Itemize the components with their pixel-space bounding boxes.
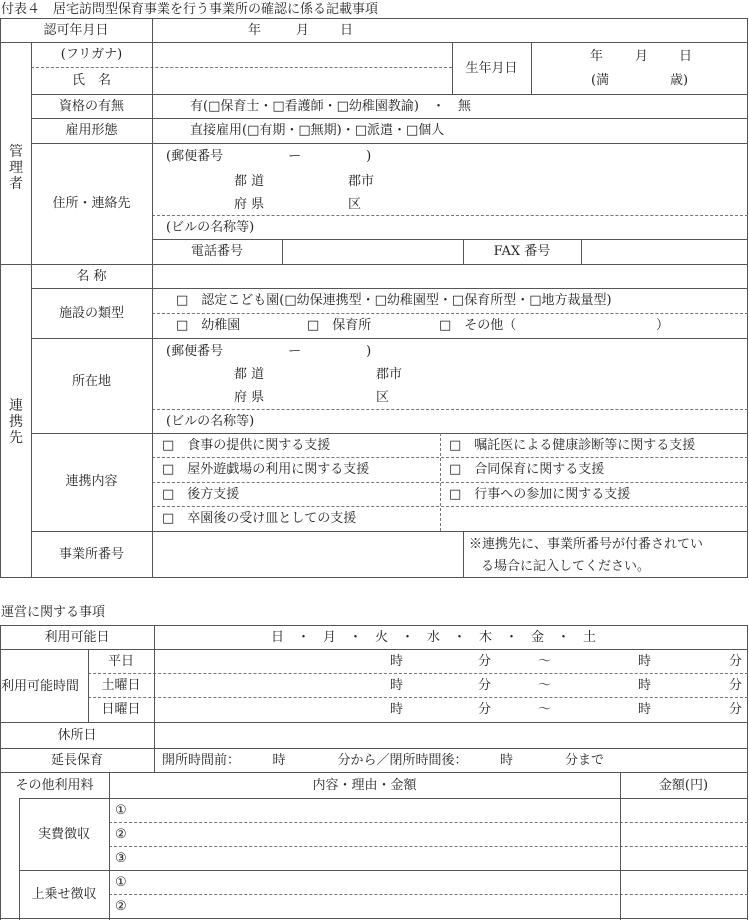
surcharge-label: 上乗せ徴収 — [31, 887, 97, 902]
closed-days-label: 休所日 — [57, 728, 97, 743]
actual-cost-content-field[interactable] — [132, 824, 618, 845]
rule — [282, 239, 283, 264]
extended-care-times[interactable]: 開所時間前： 時 分から／閉所時間後： 時 分まで — [162, 753, 605, 768]
employment-label: 雇用形態 — [65, 123, 118, 138]
rule — [31, 531, 748, 532]
saturday-hours-field[interactable] — [156, 675, 746, 696]
available-days-label: 利用可能日 — [44, 630, 110, 645]
rule — [0, 18, 748, 19]
rule — [581, 239, 582, 264]
rule — [0, 625, 748, 626]
tilde: ～ — [538, 678, 552, 693]
phone-field[interactable] — [284, 241, 462, 263]
address-label: 住所・連絡先 — [52, 196, 131, 211]
fax-field[interactable] — [583, 241, 746, 263]
approval-month-unit: 月 — [296, 23, 310, 38]
approval-date-field[interactable] — [154, 20, 746, 41]
actual-cost-row-number: ② — [115, 827, 127, 842]
hour-unit: 時 — [390, 654, 404, 669]
weekday-label: 平日 — [107, 654, 134, 669]
rule — [19, 870, 748, 871]
content-option[interactable]: □ 卒園後の受け皿としての支援 — [162, 511, 357, 526]
rule — [531, 42, 532, 94]
rule — [152, 457, 748, 458]
rule — [31, 143, 748, 144]
rule — [31, 338, 748, 339]
rule — [152, 482, 748, 483]
fax-label: FAX 番号 — [493, 244, 551, 259]
available-hours-label: 利用可能時間 — [1, 679, 80, 694]
surcharge-content-field[interactable] — [132, 872, 618, 893]
birthdate-field[interactable] — [533, 44, 746, 93]
rule — [152, 215, 748, 216]
rule — [31, 118, 748, 119]
available-days-options[interactable]: 日 ・ 月 ・ 火 ・ 水 ・ 木 ・ 金 ・ 土 — [271, 630, 597, 645]
partner-ku: 区 — [376, 390, 390, 405]
rule — [152, 506, 748, 507]
rule — [109, 846, 748, 847]
rule — [620, 772, 621, 920]
hour-unit: 時 — [390, 678, 404, 693]
phone-label: 電話番号 — [190, 244, 243, 259]
rule — [152, 239, 748, 240]
cooperation-content-label: 連携内容 — [65, 474, 118, 489]
rule — [0, 918, 748, 919]
rule — [0, 748, 748, 749]
birth-year-unit: 年 — [590, 49, 604, 64]
sunday-label: 日曜日 — [101, 702, 141, 717]
saturday-label: 土曜日 — [101, 678, 141, 693]
rule — [19, 798, 20, 920]
other-fees-label: その他利用料 — [15, 778, 94, 793]
minute-unit: 分 — [478, 702, 492, 717]
minute-unit: 分 — [729, 654, 743, 669]
location-label: 所在地 — [71, 374, 111, 389]
rule — [109, 894, 748, 895]
rule — [88, 697, 748, 698]
sunday-hours-field[interactable] — [156, 699, 746, 721]
birth-day-unit: 日 — [679, 49, 693, 64]
extended-care-label: 延長保育 — [50, 753, 103, 768]
operations-heading: 運営に関する事項 — [1, 605, 106, 620]
manager-section-label: 管理者 — [9, 144, 23, 192]
furigana-label: (フリガナ) — [60, 47, 123, 62]
rule — [0, 577, 748, 578]
table-border-right — [747, 18, 748, 577]
facility-type-kindergarten[interactable]: □ 幼稚園 — [176, 318, 241, 333]
hour-unit: 時 — [638, 702, 652, 717]
facility-type-label: 施設の類型 — [58, 306, 124, 321]
partner-name-field[interactable] — [154, 266, 746, 287]
actual-cost-amount-field[interactable] — [622, 800, 746, 821]
actual-cost-amount-field[interactable] — [622, 824, 746, 845]
partner-todo: 都 道 — [234, 367, 265, 382]
manager-building[interactable]: (ビルの名称等) — [166, 220, 255, 235]
rule — [31, 94, 748, 95]
partner-fuken: 府 県 — [234, 390, 265, 405]
rule — [0, 722, 748, 723]
hour-unit: 時 — [638, 678, 652, 693]
partner-section-label: 連携先 — [9, 398, 23, 446]
rule — [152, 409, 748, 410]
facility-type-other[interactable]: □ その他（ — [439, 318, 517, 333]
employment-options[interactable]: 直接雇用(□有期・□無期)・□派遣・□個人 — [190, 123, 445, 138]
manager-fuken: 府 県 — [234, 197, 265, 212]
rule — [154, 625, 155, 772]
actual-cost-content-field[interactable] — [132, 800, 618, 821]
rule — [440, 433, 441, 531]
tilde: ～ — [538, 654, 552, 669]
rule — [152, 313, 748, 314]
rule — [31, 288, 748, 289]
manager-todo: 都 道 — [234, 174, 265, 189]
actual-cost-row-number: ① — [115, 803, 127, 818]
approval-day-unit: 日 — [340, 23, 354, 38]
rule — [88, 673, 748, 674]
facility-type-other-close: ） — [656, 318, 670, 333]
minute-unit: 分 — [729, 702, 743, 717]
rule — [31, 67, 452, 68]
office-number-note-1: ※連携先に、事業所番号が付番されてい — [469, 537, 704, 552]
rule — [0, 42, 748, 43]
qualification-label: 資格の有無 — [58, 99, 124, 114]
form-title: 付表４ 居宅訪問型保育事業を行う事業所の確認に係る記載事項 — [1, 2, 379, 17]
actual-cost-row-number: ③ — [115, 851, 127, 866]
actual-cost-label: 実費徴収 — [37, 827, 90, 842]
actual-cost-content-field[interactable] — [132, 848, 618, 869]
approval-year-unit: 年 — [248, 23, 262, 38]
rule — [0, 264, 748, 265]
surcharge-row-number: ② — [115, 899, 127, 914]
content-option[interactable]: □ 食事の提供に関する支援 — [162, 438, 331, 453]
rule — [152, 18, 153, 577]
name-label: 氏 名 — [71, 73, 111, 88]
office-number-label: 事業所番号 — [58, 547, 124, 562]
rule — [109, 822, 748, 823]
rule — [0, 649, 748, 650]
surcharge-content-field[interactable] — [132, 896, 618, 917]
surcharge-amount-field[interactable] — [622, 896, 746, 917]
hour-unit: 時 — [638, 654, 652, 669]
rule — [463, 531, 464, 577]
rule — [109, 772, 110, 920]
office-number-field[interactable] — [154, 533, 462, 576]
age-open: (満 — [591, 73, 610, 88]
content-header: 内容・理由・金額 — [312, 778, 417, 793]
facility-type-certified[interactable]: □ 認定こども園(□幼保連携型・□幼稚園型・□保育所型・□地方裁量型) — [176, 293, 612, 308]
partner-gunshi: 郡市 — [376, 367, 403, 382]
content-option[interactable]: □ 嘱託医による健康診断等に関する支援 — [449, 438, 696, 453]
partner-postal-code[interactable]: (郵便番号 ー ) — [166, 344, 372, 359]
hour-unit: 時 — [390, 702, 404, 717]
content-option[interactable]: □ 行事への参加に関する支援 — [449, 487, 631, 502]
birthdate-label: 生年月日 — [465, 61, 518, 76]
manager-ku: 区 — [348, 197, 362, 212]
name-field[interactable] — [154, 69, 451, 93]
content-option[interactable]: □ 合同保育に関する支援 — [449, 462, 605, 477]
approval-date-label: 認可年月日 — [43, 23, 109, 38]
age-close: 歳) — [670, 73, 689, 88]
manager-gunshi: 郡市 — [348, 174, 375, 189]
furigana-field[interactable] — [154, 44, 451, 66]
partner-building[interactable]: (ビルの名称等) — [166, 414, 255, 429]
rule — [19, 798, 748, 799]
minute-unit: 分 — [478, 678, 492, 693]
qualification-options[interactable]: 有(□保育士・□看護師・□幼稚園教諭) ・ 無 — [190, 99, 471, 114]
minute-unit: 分 — [729, 678, 743, 693]
partner-name-label: 名 称 — [76, 269, 107, 284]
rule — [31, 433, 748, 434]
closed-days-field[interactable] — [156, 724, 746, 747]
actual-cost-amount-field[interactable] — [622, 848, 746, 869]
amount-header: 金額(円) — [658, 778, 709, 793]
manager-postal-code[interactable]: (郵便番号 ー ) — [166, 149, 372, 164]
weekday-hours-field[interactable] — [156, 651, 746, 672]
office-number-note-2: る場合に記入してください。 — [481, 559, 651, 574]
content-option[interactable]: □ 後方支援 — [162, 487, 240, 502]
content-option[interactable]: □ 屋外遊戯場の利用に関する支援 — [162, 462, 370, 477]
rule — [0, 772, 748, 773]
facility-type-nursery[interactable]: □ 保育所 — [307, 318, 372, 333]
birth-month-unit: 月 — [635, 49, 649, 64]
table-border-left — [0, 18, 1, 577]
tilde: ～ — [538, 702, 552, 717]
surcharge-amount-field[interactable] — [622, 872, 746, 893]
minute-unit: 分 — [478, 654, 492, 669]
surcharge-row-number: ① — [115, 875, 127, 890]
